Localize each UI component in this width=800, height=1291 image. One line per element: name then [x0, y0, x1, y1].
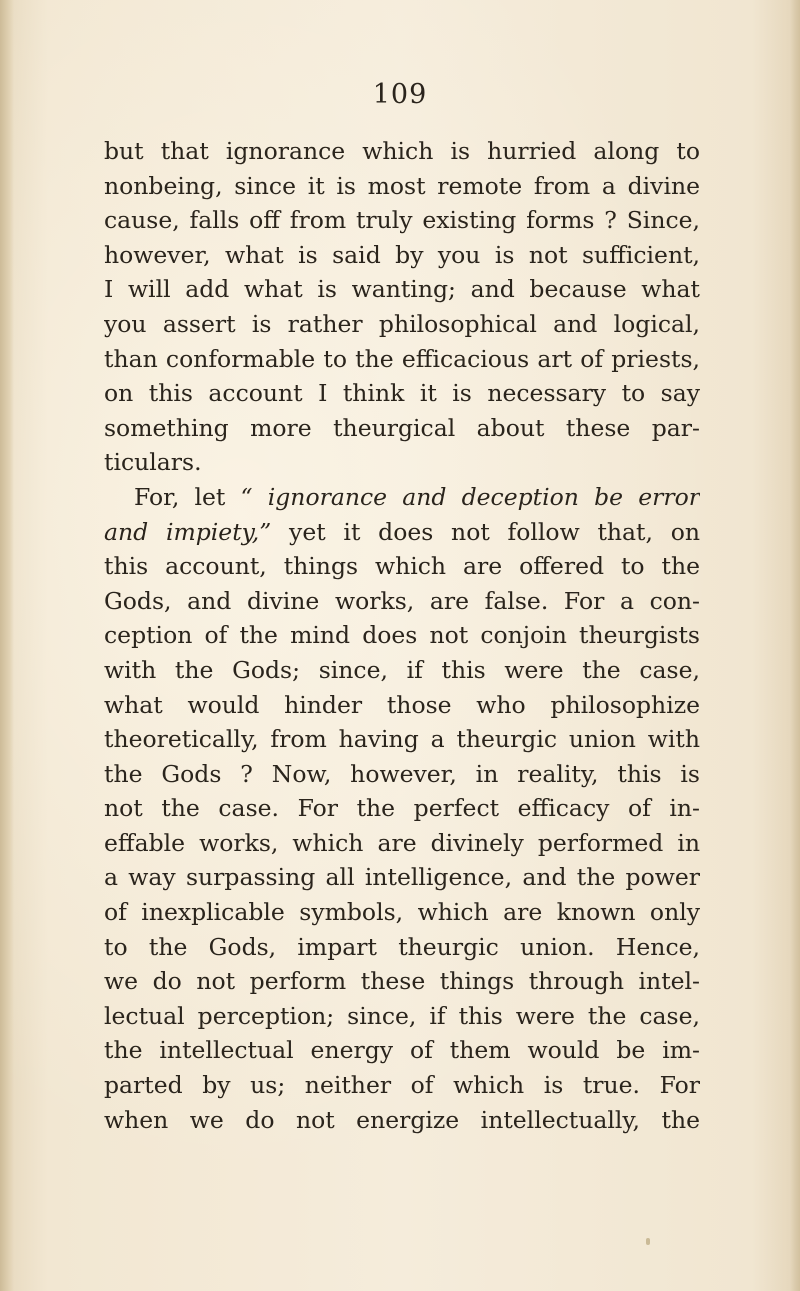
page-edge-right	[790, 0, 800, 1291]
text-line	[104, 791, 700, 826]
body-text	[104, 134, 700, 1137]
text-segment: not the case. For the perfect efficacy of in-	[104, 794, 700, 823]
text-segment: lectual perception; since, if this were the case,	[104, 1001, 700, 1030]
text-line	[104, 895, 700, 930]
text-line	[104, 826, 700, 861]
text-line	[104, 964, 700, 999]
text-line	[104, 860, 700, 895]
text-segment: than conformable to the efficacious art of priests,	[104, 344, 700, 373]
page-edge-left	[0, 0, 14, 1291]
text-segment: cause, falls off from truly existing forms ? Since,	[104, 206, 700, 235]
text-line	[104, 1103, 700, 1138]
text-segment: effable works, which are divinely performed in	[104, 828, 700, 857]
text-line	[104, 445, 700, 480]
text-line	[104, 307, 700, 342]
text-segment: Gods, and divine works, are false. For a con-	[104, 586, 700, 615]
text-segment: when we do not energize intellectually, the	[104, 1105, 700, 1134]
text-line	[104, 134, 700, 169]
text-segment: however, what is said by you is not sufficient,	[104, 240, 700, 269]
page-number: 109	[372, 79, 428, 110]
text-segment: ception of the mind does not conjoin theurgists	[104, 621, 700, 650]
text-segment: what would hinder those who philosophize	[104, 690, 700, 719]
text-segment: this account, things which are offered to the	[104, 552, 700, 581]
text-segment: something more theurgical about these par-	[104, 413, 700, 442]
text-line	[104, 1033, 700, 1068]
text-line	[104, 515, 700, 550]
text-line	[104, 999, 700, 1034]
text-line	[104, 653, 700, 688]
paper-speck	[646, 1238, 650, 1245]
italic-text-segment: and impiety,”	[104, 517, 272, 546]
text-line	[104, 722, 700, 757]
text-line	[104, 238, 700, 273]
text-segment: but that ignorance which is hurried along to	[104, 137, 700, 165]
text-line	[104, 480, 700, 515]
italic-text-segment: “ ignorance and deception be error	[240, 482, 700, 511]
text-line	[104, 930, 700, 965]
text-segment: on this account I think it is necessary to say	[104, 379, 700, 408]
text-segment: a way surpassing all intelligence, and the power	[104, 863, 700, 892]
text-segment: we do not perform these things through intel-	[104, 967, 700, 996]
text-line	[104, 169, 700, 204]
text-segment: I will add what is wanting; and because what	[104, 275, 700, 304]
text-line	[104, 757, 700, 792]
text-segment: ticulars.	[104, 448, 202, 477]
text-segment: with the Gods; since, if this were the case,	[104, 655, 700, 684]
text-segment: nonbeing, since it is most remote from a divine	[104, 171, 700, 200]
text-line	[104, 584, 700, 619]
text-segment: of inexplicable symbols, which are known only	[104, 898, 700, 927]
text-line	[104, 272, 700, 307]
text-segment: For, let	[134, 482, 241, 511]
text-segment: the Gods ? Now, however, in reality, this is	[104, 759, 700, 788]
text-line	[104, 549, 700, 584]
text-line	[104, 1068, 700, 1103]
text-line	[104, 376, 700, 411]
text-segment: theoretically, from having a theurgic union with	[104, 725, 700, 754]
text-segment: yet it does not follow that, on	[271, 517, 700, 546]
text-segment: parted by us; neither of which is true. For	[104, 1071, 700, 1100]
text-segment: to the Gods, impart theurgic union. Hence,	[104, 932, 700, 961]
text-line	[104, 688, 700, 723]
text-segment: the intellectual energy of them would be im-	[104, 1036, 700, 1065]
text-line	[104, 203, 700, 238]
text-segment: you assert is rather philosophical and logical,	[104, 309, 700, 338]
text-line	[104, 411, 700, 446]
text-line	[104, 342, 700, 377]
text-line	[104, 618, 700, 653]
